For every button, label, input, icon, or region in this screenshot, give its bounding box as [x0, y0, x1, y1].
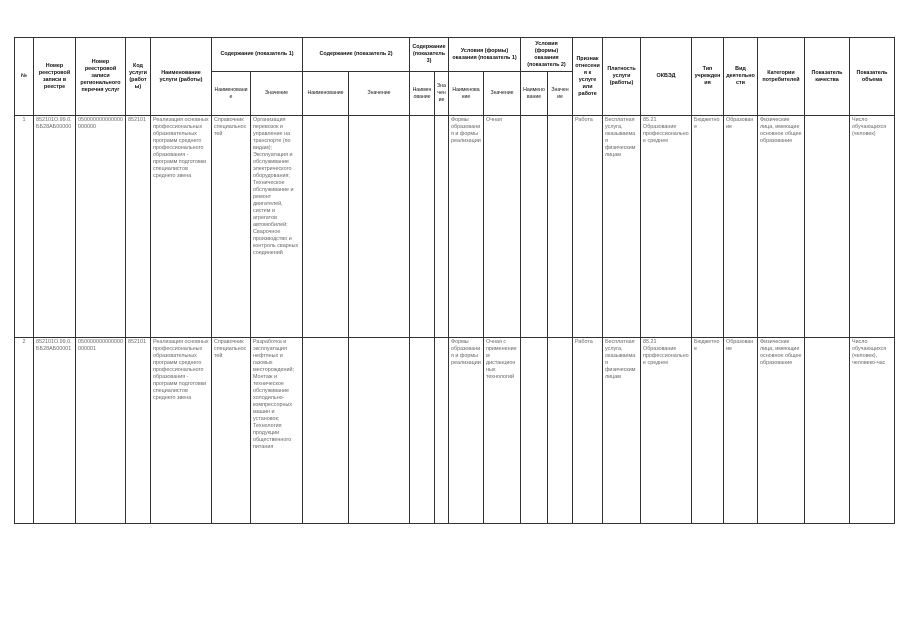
header-service-code: Код услуги (работы): [126, 38, 151, 116]
quality-indicator: [805, 338, 850, 524]
conditions-2-name: [521, 338, 548, 524]
header-okved: ОКВЭД: [641, 38, 692, 116]
conditions-1-name: Формы образования и формы реализации: [449, 338, 484, 524]
volume-indicator: Число обучающихся (человек): [850, 116, 895, 338]
header-content-3: Содержание (показатель 3): [410, 38, 449, 72]
header-service-name: Наименование услуги (работы): [151, 38, 212, 116]
subheader-value-3: Значение: [435, 72, 449, 116]
content-3-value: [435, 338, 449, 524]
row-number: 1: [15, 116, 34, 338]
service-name: Реализация основных профессиональных образовательных программ среднего профессионального образования - программ подготовки специалистов среднего звена: [151, 338, 212, 524]
content-3-value: [435, 116, 449, 338]
okved: 85.21 Образование профессиональное среднее: [641, 338, 692, 524]
subheader-name-2: Наименование: [303, 72, 349, 116]
registry-number: 852101О.99.0.ББ28АБ00001: [34, 338, 76, 524]
subheader-value-4: Значение: [484, 72, 521, 116]
content-2-name: [303, 338, 349, 524]
consumer-categories: Физические лица, имеющие основное общее образование: [758, 116, 805, 338]
content-3-name: [410, 116, 435, 338]
service-code: 852101: [126, 338, 151, 524]
payment: Бесплатная услуга, оказываемая физическим лицам: [603, 116, 641, 338]
conditions-2-value: [548, 116, 573, 338]
content-1-value: Организация перевозок и управление на транспорте (по видам); Эксплуатация и обслуживание электрического оборудования; Техническое обслуживание и ремонт двигателей, систем и агрегатов автомобилей; Сварочное производство и контроль сварных соединений: [251, 116, 303, 338]
header-attribute: Признак отнесения к услуге или работе: [573, 38, 603, 116]
conditions-2-value: [548, 338, 573, 524]
consumer-categories: Физические лица, имеющие основное общее образование: [758, 338, 805, 524]
subheader-name-1: Наименование: [212, 72, 251, 116]
header-volume-indicator: Показатель объема: [850, 38, 895, 116]
row-number: 2: [15, 338, 34, 524]
content-1-name: Справочник специальностей: [212, 338, 251, 524]
conditions-2-name: [521, 116, 548, 338]
content-2-name: [303, 116, 349, 338]
quality-indicator: [805, 116, 850, 338]
header-quality-indicator: Показатель качества: [805, 38, 850, 116]
header-payment: Платность услуги (работы): [603, 38, 641, 116]
payment: Бесплатная услуга, оказываемая физическим лицам: [603, 338, 641, 524]
header-row-1: [15, 38, 895, 72]
subheader-value-2: Значение: [349, 72, 410, 116]
institution-type: Бюджетное: [692, 116, 724, 338]
header-institution-type: Тип учреждения: [692, 38, 724, 116]
subheader-value-5: Значение: [548, 72, 573, 116]
volume-indicator: Число обучающихся (человек), человеко-час: [850, 338, 895, 524]
content-2-value: [349, 338, 410, 524]
subheader-name-4: Наименование: [449, 72, 484, 116]
table-row: [15, 338, 895, 524]
header-num: №: [15, 38, 34, 116]
conditions-1-name: Формы образования и формы реализации: [449, 116, 484, 338]
header-activity-type: Вид деятельности: [724, 38, 758, 116]
header-conditions-2: Условия (формы) оказания (показатель 2): [521, 38, 573, 72]
regional-number: 050000000000000000000: [76, 116, 126, 338]
header-consumer-categories: Категории потребителей: [758, 38, 805, 116]
header-registry-number: Номер реестровой записи в реестре: [34, 38, 76, 116]
subheader-value-1: Значение: [251, 72, 303, 116]
subheader-name-5: Наименование: [521, 72, 548, 116]
activity-type: Образование: [724, 338, 758, 524]
okved: 85.21 Образование профессиональное среднее: [641, 116, 692, 338]
table-row: [15, 116, 895, 338]
content-1-value: Разработка и эксплуатация нефтяных и газовых месторождений; Монтаж и техническое обслуживание холодильно-компрессорных машин и установок; Технология продукции общественного питания: [251, 338, 303, 524]
header-regional-number: Номер реестровой записи регионального перечня услуг: [76, 38, 126, 116]
attribute: Работа: [573, 116, 603, 338]
conditions-1-value: Очная с применением дистанционных технологий: [484, 338, 521, 524]
registry-number: 852101О.99.0.ББ28АБ00000: [34, 116, 76, 338]
service-code: 852101: [126, 116, 151, 338]
service-name: Реализация основных профессиональных образовательных программ среднего профессионального образования - программ подготовки специалистов среднего звена: [151, 116, 212, 338]
content-2-value: [349, 116, 410, 338]
subheader-name-3: Наименование: [410, 72, 435, 116]
attribute: Работа: [573, 338, 603, 524]
activity-type: Образование: [724, 116, 758, 338]
header-content-2: Содержание (показатель 2): [303, 38, 410, 72]
institution-type: Бюджетное: [692, 338, 724, 524]
conditions-1-value: Очная: [484, 116, 521, 338]
header-content-1: Содержание (показатель 1): [212, 38, 303, 72]
services-table: [14, 37, 895, 524]
content-3-name: [410, 338, 435, 524]
header-conditions-1: Условия (формы) оказания (показатель 1): [449, 38, 521, 72]
regional-number: 050000000000000000001: [76, 338, 126, 524]
content-1-name: Справочник специальностей: [212, 116, 251, 338]
